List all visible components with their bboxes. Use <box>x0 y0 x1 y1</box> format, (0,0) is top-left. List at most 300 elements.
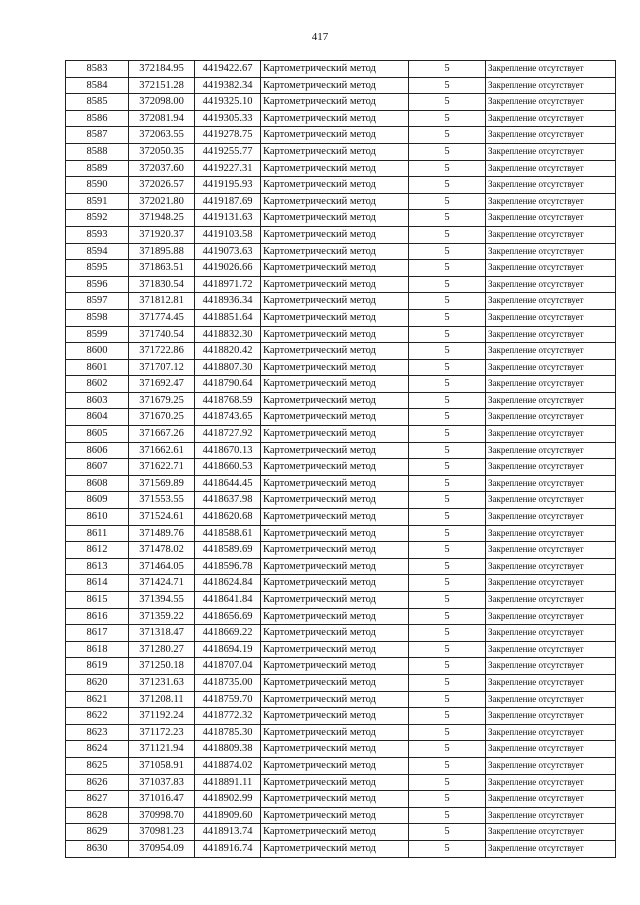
y-coordinate-cell: 4418916.74 <box>195 840 261 857</box>
method-cell: Картометрический метод <box>261 708 409 725</box>
method-cell: Картометрический метод <box>261 143 409 160</box>
x-coordinate-cell: 371208.11 <box>129 691 195 708</box>
x-coordinate-cell: 372050.35 <box>129 143 195 160</box>
fixing-cell: Закрепление отсутствует <box>486 392 616 409</box>
y-coordinate-cell: 4418743.65 <box>195 409 261 426</box>
x-coordinate-cell: 371670.25 <box>129 409 195 426</box>
method-cell: Картометрический метод <box>261 94 409 111</box>
table-row <box>66 774 616 791</box>
fixing-cell: Закрепление отсутствует <box>486 840 616 857</box>
accuracy-cell: 5 <box>409 392 486 409</box>
point-number-cell: 8598 <box>66 309 129 326</box>
table-row <box>66 641 616 658</box>
y-coordinate-cell: 4418785.30 <box>195 724 261 741</box>
x-coordinate-cell: 371394.55 <box>129 592 195 609</box>
fixing-cell: Закрепление отсутствует <box>486 226 616 243</box>
point-number-cell: 8625 <box>66 757 129 774</box>
method-cell: Картометрический метод <box>261 542 409 559</box>
method-cell: Картометрический метод <box>261 757 409 774</box>
fixing-cell: Закрепление отсутствует <box>486 824 616 841</box>
y-coordinate-cell: 4418620.68 <box>195 509 261 526</box>
x-coordinate-cell: 371424.71 <box>129 575 195 592</box>
point-number-cell: 8620 <box>66 674 129 691</box>
x-coordinate-cell: 371016.47 <box>129 791 195 808</box>
fixing-cell: Закрепление отсутствует <box>486 160 616 177</box>
x-coordinate-cell: 372063.55 <box>129 127 195 144</box>
x-coordinate-cell: 371553.55 <box>129 492 195 509</box>
accuracy-cell: 5 <box>409 376 486 393</box>
x-coordinate-cell: 371569.89 <box>129 475 195 492</box>
accuracy-cell: 5 <box>409 276 486 293</box>
fixing-cell: Закрепление отсутствует <box>486 309 616 326</box>
fixing-cell: Закрепление отсутствует <box>486 61 616 78</box>
method-cell: Картометрический метод <box>261 226 409 243</box>
method-cell: Картометрический метод <box>261 343 409 360</box>
table-row <box>66 691 616 708</box>
accuracy-cell: 5 <box>409 708 486 725</box>
point-number-cell: 8588 <box>66 143 129 160</box>
x-coordinate-cell: 371662.61 <box>129 442 195 459</box>
y-coordinate-cell: 4418694.19 <box>195 641 261 658</box>
accuracy-cell: 5 <box>409 442 486 459</box>
y-coordinate-cell: 4418596.78 <box>195 558 261 575</box>
method-cell: Картометрический метод <box>261 309 409 326</box>
y-coordinate-cell: 4418936.34 <box>195 293 261 310</box>
table-row <box>66 226 616 243</box>
fixing-cell: Закрепление отсутствует <box>486 475 616 492</box>
method-cell: Картометрический метод <box>261 177 409 194</box>
method-cell: Картометрический метод <box>261 509 409 526</box>
x-coordinate-cell: 371318.47 <box>129 625 195 642</box>
accuracy-cell: 5 <box>409 210 486 227</box>
coordinates-table <box>65 60 616 858</box>
x-coordinate-cell: 371359.22 <box>129 608 195 625</box>
fixing-cell: Закрепление отсутствует <box>486 741 616 758</box>
table-row <box>66 459 616 476</box>
x-coordinate-cell: 371478.02 <box>129 542 195 559</box>
point-number-cell: 8618 <box>66 641 129 658</box>
x-coordinate-cell: 371172.23 <box>129 724 195 741</box>
fixing-cell: Закрепление отсутствует <box>486 210 616 227</box>
fixing-cell: Закрепление отсутствует <box>486 525 616 542</box>
fixing-cell: Закрепление отсутствует <box>486 442 616 459</box>
point-number-cell: 8610 <box>66 509 129 526</box>
x-coordinate-cell: 372081.94 <box>129 110 195 127</box>
fixing-cell: Закрепление отсутствует <box>486 110 616 127</box>
y-coordinate-cell: 4418637.98 <box>195 492 261 509</box>
accuracy-cell: 5 <box>409 343 486 360</box>
point-number-cell: 8629 <box>66 824 129 841</box>
accuracy-cell: 5 <box>409 658 486 675</box>
y-coordinate-cell: 4419073.63 <box>195 243 261 260</box>
method-cell: Картометрический метод <box>261 691 409 708</box>
y-coordinate-cell: 4419195.93 <box>195 177 261 194</box>
accuracy-cell: 5 <box>409 558 486 575</box>
y-coordinate-cell: 4418809.38 <box>195 741 261 758</box>
table-row <box>66 708 616 725</box>
fixing-cell: Закрепление отсутствует <box>486 94 616 111</box>
method-cell: Картометрический метод <box>261 658 409 675</box>
x-coordinate-cell: 371692.47 <box>129 376 195 393</box>
table-row <box>66 260 616 277</box>
accuracy-cell: 5 <box>409 608 486 625</box>
point-number-cell: 8621 <box>66 691 129 708</box>
y-coordinate-cell: 4418735.00 <box>195 674 261 691</box>
y-coordinate-cell: 4418971.72 <box>195 276 261 293</box>
accuracy-cell: 5 <box>409 840 486 857</box>
fixing-cell: Закрепление отсутствует <box>486 260 616 277</box>
table-row <box>66 392 616 409</box>
accuracy-cell: 5 <box>409 226 486 243</box>
method-cell: Картометрический метод <box>261 592 409 609</box>
table-row <box>66 193 616 210</box>
y-coordinate-cell: 4418641.84 <box>195 592 261 609</box>
y-coordinate-cell: 4418820.42 <box>195 343 261 360</box>
x-coordinate-cell: 370981.23 <box>129 824 195 841</box>
accuracy-cell: 5 <box>409 160 486 177</box>
x-coordinate-cell: 372037.60 <box>129 160 195 177</box>
y-coordinate-cell: 4419278.75 <box>195 127 261 144</box>
fixing-cell: Закрепление отсутствует <box>486 243 616 260</box>
table-row <box>66 824 616 841</box>
method-cell: Картометрический метод <box>261 243 409 260</box>
fixing-cell: Закрепление отсутствует <box>486 276 616 293</box>
method-cell: Картометрический метод <box>261 475 409 492</box>
accuracy-cell: 5 <box>409 309 486 326</box>
accuracy-cell: 5 <box>409 143 486 160</box>
y-coordinate-cell: 4418891.11 <box>195 774 261 791</box>
fixing-cell: Закрепление отсутствует <box>486 558 616 575</box>
y-coordinate-cell: 4418909.60 <box>195 807 261 824</box>
page-number: 417 <box>311 31 329 43</box>
table-row <box>66 177 616 194</box>
point-number-cell: 8623 <box>66 724 129 741</box>
x-coordinate-cell: 371774.45 <box>129 309 195 326</box>
method-cell: Картометрический метод <box>261 459 409 476</box>
table-row <box>66 143 616 160</box>
method-cell: Картометрический метод <box>261 575 409 592</box>
fixing-cell: Закрепление отсутствует <box>486 359 616 376</box>
method-cell: Картометрический метод <box>261 260 409 277</box>
point-number-cell: 8600 <box>66 343 129 360</box>
method-cell: Картометрический метод <box>261 426 409 443</box>
y-coordinate-cell: 4419325.10 <box>195 94 261 111</box>
method-cell: Картометрический метод <box>261 807 409 824</box>
x-coordinate-cell: 371920.37 <box>129 226 195 243</box>
y-coordinate-cell: 4418670.13 <box>195 442 261 459</box>
accuracy-cell: 5 <box>409 509 486 526</box>
x-coordinate-cell: 370998.70 <box>129 807 195 824</box>
accuracy-cell: 5 <box>409 525 486 542</box>
method-cell: Картометрический метод <box>261 210 409 227</box>
point-number-cell: 8597 <box>66 293 129 310</box>
point-number-cell: 8595 <box>66 260 129 277</box>
method-cell: Картометрический метод <box>261 674 409 691</box>
fixing-cell: Закрепление отсутствует <box>486 509 616 526</box>
accuracy-cell: 5 <box>409 293 486 310</box>
accuracy-cell: 5 <box>409 260 486 277</box>
table-row <box>66 409 616 426</box>
x-coordinate-cell: 371524.61 <box>129 509 195 526</box>
fixing-cell: Закрепление отсутствует <box>486 492 616 509</box>
point-number-cell: 8604 <box>66 409 129 426</box>
y-coordinate-cell: 4418707.04 <box>195 658 261 675</box>
x-coordinate-cell: 371280.27 <box>129 641 195 658</box>
point-number-cell: 8589 <box>66 160 129 177</box>
table-row <box>66 61 616 78</box>
x-coordinate-cell: 372021.80 <box>129 193 195 210</box>
accuracy-cell: 5 <box>409 77 486 94</box>
method-cell: Картометрический метод <box>261 791 409 808</box>
method-cell: Картометрический метод <box>261 127 409 144</box>
fixing-cell: Закрепление отсутствует <box>486 376 616 393</box>
table-row <box>66 309 616 326</box>
point-number-cell: 8627 <box>66 791 129 808</box>
y-coordinate-cell: 4418913.74 <box>195 824 261 841</box>
accuracy-cell: 5 <box>409 691 486 708</box>
table-row <box>66 293 616 310</box>
accuracy-cell: 5 <box>409 757 486 774</box>
y-coordinate-cell: 4419227.31 <box>195 160 261 177</box>
table-row <box>66 575 616 592</box>
fixing-cell: Закрепление отсутствует <box>486 409 616 426</box>
fixing-cell: Закрепление отсутствует <box>486 542 616 559</box>
accuracy-cell: 5 <box>409 774 486 791</box>
y-coordinate-cell: 4418660.53 <box>195 459 261 476</box>
table-row <box>66 326 616 343</box>
method-cell: Картометрический метод <box>261 160 409 177</box>
table-row <box>66 243 616 260</box>
fixing-cell: Закрепление отсутствует <box>486 691 616 708</box>
point-number-cell: 8630 <box>66 840 129 857</box>
point-number-cell: 8592 <box>66 210 129 227</box>
point-number-cell: 8615 <box>66 592 129 609</box>
accuracy-cell: 5 <box>409 193 486 210</box>
method-cell: Картометрический метод <box>261 741 409 758</box>
fixing-cell: Закрепление отсутствует <box>486 177 616 194</box>
point-number-cell: 8609 <box>66 492 129 509</box>
y-coordinate-cell: 4419305.33 <box>195 110 261 127</box>
x-coordinate-cell: 371895.88 <box>129 243 195 260</box>
point-number-cell: 8626 <box>66 774 129 791</box>
point-number-cell: 8603 <box>66 392 129 409</box>
x-coordinate-cell: 370954.09 <box>129 840 195 857</box>
fixing-cell: Закрепление отсутствует <box>486 674 616 691</box>
table-row <box>66 840 616 857</box>
method-cell: Картометрический метод <box>261 376 409 393</box>
fixing-cell: Закрепление отсутствует <box>486 193 616 210</box>
table-row <box>66 674 616 691</box>
table-row <box>66 741 616 758</box>
accuracy-cell: 5 <box>409 110 486 127</box>
table-row <box>66 110 616 127</box>
table-row <box>66 525 616 542</box>
point-number-cell: 8583 <box>66 61 129 78</box>
method-cell: Картометрический метод <box>261 442 409 459</box>
method-cell: Картометрический метод <box>261 409 409 426</box>
x-coordinate-cell: 371863.51 <box>129 260 195 277</box>
table-row <box>66 343 616 360</box>
x-coordinate-cell: 371121.94 <box>129 741 195 758</box>
table-row <box>66 625 616 642</box>
point-number-cell: 8585 <box>66 94 129 111</box>
point-number-cell: 8612 <box>66 542 129 559</box>
accuracy-cell: 5 <box>409 475 486 492</box>
fixing-cell: Закрепление отсутствует <box>486 326 616 343</box>
table-row <box>66 210 616 227</box>
x-coordinate-cell: 371667.26 <box>129 426 195 443</box>
y-coordinate-cell: 4418832.30 <box>195 326 261 343</box>
y-coordinate-cell: 4418624.84 <box>195 575 261 592</box>
accuracy-cell: 5 <box>409 741 486 758</box>
accuracy-cell: 5 <box>409 592 486 609</box>
point-number-cell: 8590 <box>66 177 129 194</box>
accuracy-cell: 5 <box>409 177 486 194</box>
accuracy-cell: 5 <box>409 326 486 343</box>
table-row <box>66 160 616 177</box>
y-coordinate-cell: 4419103.58 <box>195 226 261 243</box>
method-cell: Картометрический метод <box>261 110 409 127</box>
y-coordinate-cell: 4419131.63 <box>195 210 261 227</box>
method-cell: Картометрический метод <box>261 608 409 625</box>
method-cell: Картометрический метод <box>261 359 409 376</box>
y-coordinate-cell: 4418669.22 <box>195 625 261 642</box>
fixing-cell: Закрепление отсутствует <box>486 592 616 609</box>
table-row <box>66 359 616 376</box>
fixing-cell: Закрепление отсутствует <box>486 774 616 791</box>
point-number-cell: 8591 <box>66 193 129 210</box>
x-coordinate-cell: 372026.57 <box>129 177 195 194</box>
table-row <box>66 558 616 575</box>
point-number-cell: 8601 <box>66 359 129 376</box>
point-number-cell: 8586 <box>66 110 129 127</box>
accuracy-cell: 5 <box>409 359 486 376</box>
fixing-cell: Закрепление отсутствует <box>486 625 616 642</box>
accuracy-cell: 5 <box>409 824 486 841</box>
method-cell: Картометрический метод <box>261 774 409 791</box>
point-number-cell: 8616 <box>66 608 129 625</box>
y-coordinate-cell: 4419187.69 <box>195 193 261 210</box>
accuracy-cell: 5 <box>409 492 486 509</box>
accuracy-cell: 5 <box>409 791 486 808</box>
y-coordinate-cell: 4418807.30 <box>195 359 261 376</box>
accuracy-cell: 5 <box>409 61 486 78</box>
accuracy-cell: 5 <box>409 94 486 111</box>
method-cell: Картометрический метод <box>261 558 409 575</box>
table-row <box>66 442 616 459</box>
table-row <box>66 426 616 443</box>
fixing-cell: Закрепление отсутствует <box>486 343 616 360</box>
point-number-cell: 8613 <box>66 558 129 575</box>
fixing-cell: Закрепление отсутствует <box>486 143 616 160</box>
method-cell: Картометрический метод <box>261 492 409 509</box>
y-coordinate-cell: 4418851.64 <box>195 309 261 326</box>
y-coordinate-cell: 4419026.66 <box>195 260 261 277</box>
y-coordinate-cell: 4418772.32 <box>195 708 261 725</box>
y-coordinate-cell: 4418902.99 <box>195 791 261 808</box>
accuracy-cell: 5 <box>409 641 486 658</box>
point-number-cell: 8584 <box>66 77 129 94</box>
x-coordinate-cell: 371740.54 <box>129 326 195 343</box>
fixing-cell: Закрепление отсутствует <box>486 77 616 94</box>
fixing-cell: Закрепление отсутствует <box>486 293 616 310</box>
y-coordinate-cell: 4418588.61 <box>195 525 261 542</box>
table-row <box>66 127 616 144</box>
x-coordinate-cell: 371622.71 <box>129 459 195 476</box>
x-coordinate-cell: 372184.95 <box>129 61 195 78</box>
method-cell: Картометрический метод <box>261 293 409 310</box>
table-row <box>66 592 616 609</box>
point-number-cell: 8605 <box>66 426 129 443</box>
accuracy-cell: 5 <box>409 575 486 592</box>
method-cell: Картометрический метод <box>261 840 409 857</box>
table-row <box>66 724 616 741</box>
point-number-cell: 8587 <box>66 127 129 144</box>
point-number-cell: 8599 <box>66 326 129 343</box>
method-cell: Картометрический метод <box>261 77 409 94</box>
point-number-cell: 8622 <box>66 708 129 725</box>
table-row <box>66 542 616 559</box>
fixing-cell: Закрепление отсутствует <box>486 127 616 144</box>
fixing-cell: Закрепление отсутствует <box>486 757 616 774</box>
x-coordinate-cell: 372098.00 <box>129 94 195 111</box>
fixing-cell: Закрепление отсутствует <box>486 807 616 824</box>
accuracy-cell: 5 <box>409 426 486 443</box>
fixing-cell: Закрепление отсутствует <box>486 708 616 725</box>
point-number-cell: 8594 <box>66 243 129 260</box>
fixing-cell: Закрепление отсутствует <box>486 724 616 741</box>
table-row <box>66 94 616 111</box>
x-coordinate-cell: 371250.18 <box>129 658 195 675</box>
table-row <box>66 791 616 808</box>
x-coordinate-cell: 371707.12 <box>129 359 195 376</box>
method-cell: Картометрический метод <box>261 392 409 409</box>
fixing-cell: Закрепление отсутствует <box>486 575 616 592</box>
accuracy-cell: 5 <box>409 724 486 741</box>
point-number-cell: 8614 <box>66 575 129 592</box>
point-number-cell: 8596 <box>66 276 129 293</box>
x-coordinate-cell: 371231.63 <box>129 674 195 691</box>
table-row <box>66 509 616 526</box>
table-row <box>66 807 616 824</box>
point-number-cell: 8602 <box>66 376 129 393</box>
accuracy-cell: 5 <box>409 459 486 476</box>
point-number-cell: 8608 <box>66 475 129 492</box>
accuracy-cell: 5 <box>409 625 486 642</box>
method-cell: Картометрический метод <box>261 193 409 210</box>
table-row <box>66 77 616 94</box>
y-coordinate-cell: 4419382.34 <box>195 77 261 94</box>
method-cell: Картометрический метод <box>261 326 409 343</box>
table-row <box>66 608 616 625</box>
x-coordinate-cell: 371812.81 <box>129 293 195 310</box>
y-coordinate-cell: 4418656.69 <box>195 608 261 625</box>
x-coordinate-cell: 371679.25 <box>129 392 195 409</box>
table-row <box>66 276 616 293</box>
method-cell: Картометрический метод <box>261 724 409 741</box>
table-body <box>66 61 616 858</box>
point-number-cell: 8611 <box>66 525 129 542</box>
x-coordinate-cell: 371948.25 <box>129 210 195 227</box>
x-coordinate-cell: 371037.83 <box>129 774 195 791</box>
method-cell: Картометрический метод <box>261 824 409 841</box>
x-coordinate-cell: 371464.05 <box>129 558 195 575</box>
accuracy-cell: 5 <box>409 674 486 691</box>
y-coordinate-cell: 4419422.67 <box>195 61 261 78</box>
fixing-cell: Закрепление отсутствует <box>486 658 616 675</box>
y-coordinate-cell: 4418874.02 <box>195 757 261 774</box>
accuracy-cell: 5 <box>409 542 486 559</box>
